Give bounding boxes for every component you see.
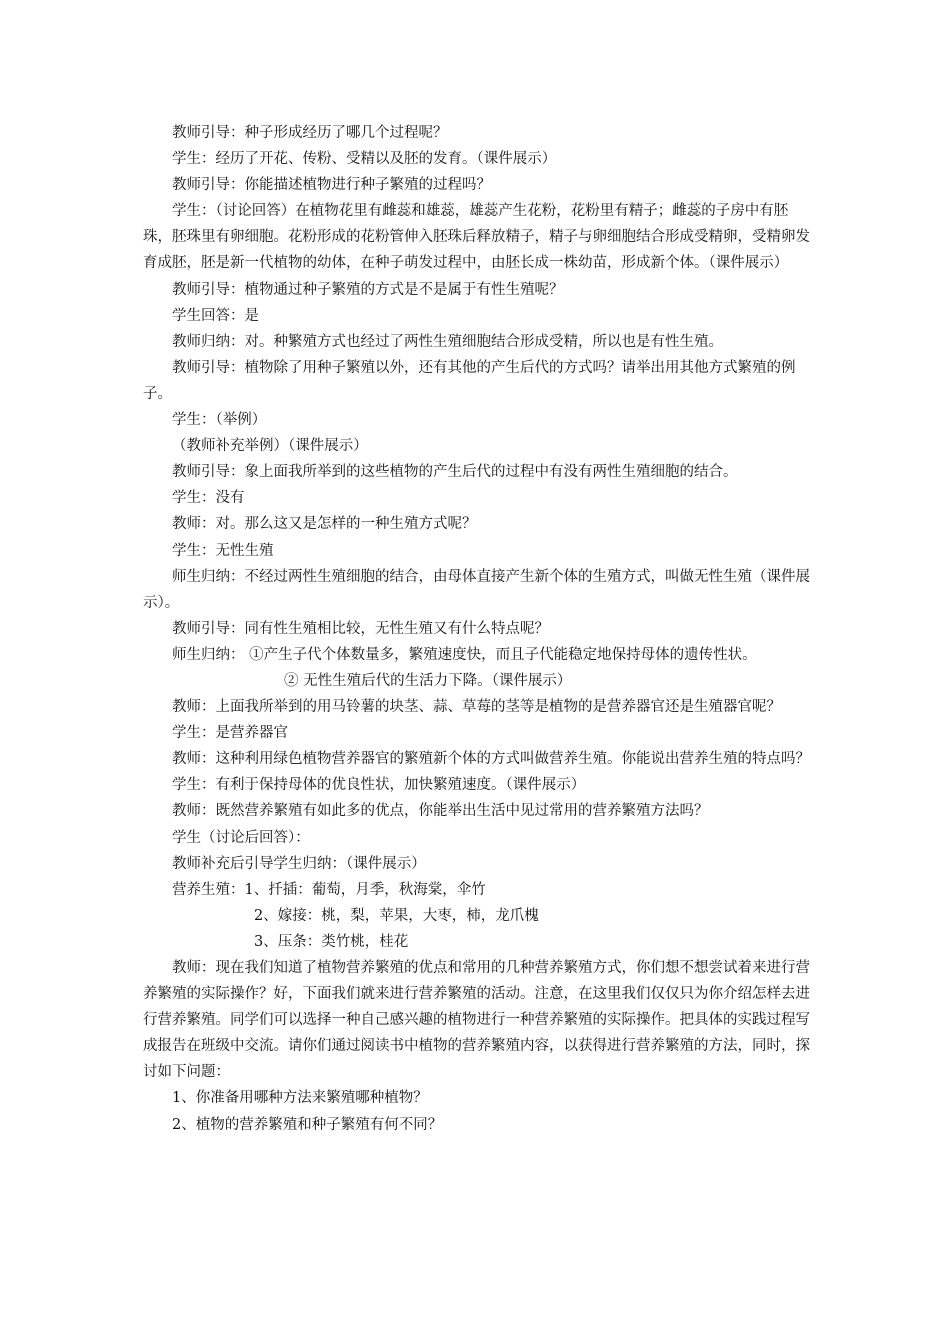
paragraph: 1、你准备用哪种方法来繁殖哪种植物？ xyxy=(172,1090,428,1107)
paragraph: 营养生殖：1、扦插：葡萄，月季，秋海棠，伞竹 xyxy=(172,881,486,898)
paragraph: 学生：经历了开花、传粉、受精以及胚的发育。（课件展示） xyxy=(172,151,557,168)
paragraph: 学生：有利于保持母体的优良性状，加快繁殖速度。（课件展示） xyxy=(172,777,586,794)
paragraph: 教师引导：植物通过种子繁殖的方式是不是属于有性生殖呢？ xyxy=(172,281,564,298)
paragraph: 3、压条：类竹桃，桂花 xyxy=(254,933,409,950)
document-body xyxy=(143,120,815,1138)
paragraph: 学生：是营养器官 xyxy=(172,725,288,742)
paragraph: 学生：（讨论回答）在植物花里有雌蕊和雄蕊，雄蕊产生花粉，花粉里有精子；雌蕊的子房中有胚珠，胚珠里有卵细胞。花粉形成的花粉管伸入胚珠后释放精子，精子与卵细胞结合形成受精卵，受精卵发育成胚，胚是新一代植物的幼体，在种子萌发过程中，由胚长成一株幼苗，形成新个体。（课件展示） xyxy=(143,203,810,272)
paragraph: 2、植物的营养繁殖和种子繁殖有何不同？ xyxy=(172,1116,443,1133)
paragraph: （教师补充举例）（课件展示） xyxy=(172,438,368,455)
paragraph: 教师：对。那么这又是怎样的一种生殖方式呢？ xyxy=(172,516,477,533)
paragraph: 教师：既然营养繁殖有如此多的优点，你能举出生活中见过常用的营养繁殖方法吗？ xyxy=(172,803,709,820)
paragraph: 教师：这种利用绿色植物营养器官的繁殖新个体的方式叫做营养生殖。你能说出营养生殖的特点吗？ xyxy=(172,751,810,768)
paragraph: 学生：没有 xyxy=(172,490,245,507)
paragraph: 师生归纳： ①产生子代个体数量多，繁殖速度快，而且子代能稳定地保持母体的遗传性状。 xyxy=(172,646,757,663)
paragraph: 教师补充后引导学生归纳：（课件展示） xyxy=(172,855,426,872)
paragraph: 学生：无性生殖 xyxy=(172,542,274,559)
paragraph: 教师引导：你能描述植物进行种子繁殖的过程吗？ xyxy=(172,177,491,194)
paragraph: 教师：上面我所举到的用马铃薯的块茎、蒜、草莓的茎等是植物的是营养器官还是生殖器官呢？ xyxy=(172,699,781,716)
paragraph: ② 无性生殖后代的生活力下降。（课件展示） xyxy=(284,672,572,689)
paragraph: 教师引导：种子形成经历了哪几个过程呢？ xyxy=(172,125,448,141)
paragraph: 教师引导：象上面我所举到的这些植物的产生后代的过程中有没有两性生殖细胞的结合。 xyxy=(172,464,738,481)
paragraph: 学生：（举例） xyxy=(172,412,267,429)
paragraph: 教师：现在我们知道了植物营养繁殖的优点和常用的几种营养繁殖方式，你们想不想尝试着来进行营养繁殖的实际操作？好，下面我们就来进行营养繁殖的活动。注意，在这里我们仅仅只为你介绍怎样去进行营养繁殖。同学们可以选择一种自己感兴趣的植物进行一种营养繁殖的实际操作。把具体的实践过程写成报告在班级中交流。请你们通过阅读书中植物的营养繁殖内容，以获得进行营养繁殖的方法，同时，探讨如下问题： xyxy=(143,960,810,1081)
paragraph: 教师引导：植物除了用种子繁殖以外，还有其他的产生后代的方式吗？请举出用其他方式繁殖的例子。 xyxy=(143,359,796,402)
paragraph: 师生归纳：不经过两性生殖细胞的结合，由母体直接产生新个体的生殖方式，叫做无性生殖（课件展示）。 xyxy=(143,568,810,611)
paragraph: 2、嫁接：桃，梨，苹果，大枣，柿，龙爪槐 xyxy=(254,907,539,924)
paragraph: 教师引导：同有性生殖相比较，无性生殖又有什么特点呢？ xyxy=(172,620,549,637)
paragraph: 学生回答：是 xyxy=(172,307,259,324)
paragraph: 教师归纳：对。种繁殖方式也经过了两性生殖细胞结合形成受精，所以也是有性生殖。 xyxy=(172,333,723,350)
paragraph: 学生（讨论后回答）： xyxy=(172,829,310,846)
